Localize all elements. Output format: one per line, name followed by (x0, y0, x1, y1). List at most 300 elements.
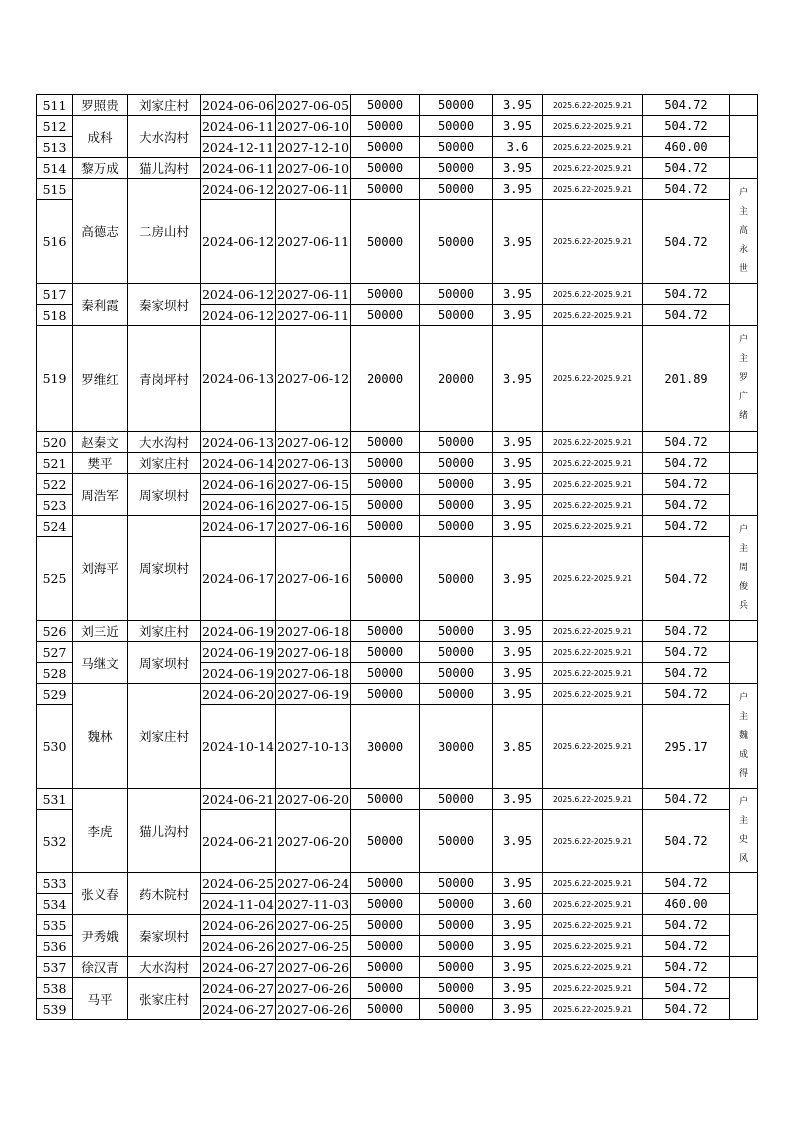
interest-amount-cell: 504.72 (643, 453, 730, 474)
end-date-cell: 2027-06-10 (276, 158, 351, 179)
end-date-cell: 2027-06-18 (276, 621, 351, 642)
interest-amount-cell: 504.72 (643, 621, 730, 642)
interest-period-cell: 2025.6.22-2025.9.21 (543, 873, 643, 894)
interest-rate-cell: 3.95 (493, 621, 543, 642)
loan-balance-cell: 50000 (420, 516, 493, 537)
interest-period-cell: 2025.6.22-2025.9.21 (543, 474, 643, 495)
note-cell: 户 主 罗 广 绪 (730, 326, 758, 432)
end-date-cell: 2027-06-11 (276, 284, 351, 305)
note-cell (730, 116, 758, 158)
loan-amount-cell: 50000 (351, 95, 420, 116)
end-date-cell: 2027-06-05 (276, 95, 351, 116)
loan-balance-cell: 50000 (420, 453, 493, 474)
table-row (37, 158, 758, 179)
interest-period-cell: 2025.6.22-2025.9.21 (543, 284, 643, 305)
loan-amount-cell: 50000 (351, 453, 420, 474)
interest-rate-cell: 3.6 (493, 137, 543, 158)
interest-rate-cell: 3.95 (493, 663, 543, 684)
interest-rate-cell: 3.95 (493, 495, 543, 516)
note-cell: 户 主 魏 成 得 (730, 684, 758, 789)
interest-rate-cell: 3.95 (493, 978, 543, 999)
note-cell (730, 95, 758, 116)
interest-period-cell: 2025.6.22-2025.9.21 (543, 179, 643, 200)
row-number-cell: 537 (37, 957, 73, 978)
end-date-cell: 2027-06-11 (276, 305, 351, 326)
village-cell: 刘家庄村 (128, 453, 201, 474)
interest-period-cell: 2025.6.22-2025.9.21 (543, 453, 643, 474)
end-date-cell: 2027-06-26 (276, 957, 351, 978)
interest-rate-cell: 3.95 (493, 326, 543, 432)
note-cell (730, 957, 758, 978)
borrower-name-cell: 尹秀娥 (73, 915, 128, 957)
note-cell (730, 621, 758, 642)
start-date-cell: 2024-06-12 (201, 200, 276, 284)
row-number-cell: 523 (37, 495, 73, 516)
loan-balance-cell: 50000 (420, 137, 493, 158)
row-number-cell: 514 (37, 158, 73, 179)
borrower-name-cell: 刘三近 (73, 621, 128, 642)
start-date-cell: 2024-11-04 (201, 894, 276, 915)
end-date-cell: 2027-06-16 (276, 516, 351, 537)
interest-amount-cell: 295.17 (643, 705, 730, 789)
loan-amount-cell: 50000 (351, 432, 420, 453)
loan-amount-cell: 50000 (351, 200, 420, 284)
loan-balance-cell: 50000 (420, 495, 493, 516)
interest-rate-cell: 3.95 (493, 284, 543, 305)
borrower-name-cell: 樊平 (73, 453, 128, 474)
interest-rate-cell: 3.95 (493, 642, 543, 663)
start-date-cell: 2024-06-12 (201, 179, 276, 200)
borrower-name-cell: 徐汉青 (73, 957, 128, 978)
start-date-cell: 2024-06-25 (201, 873, 276, 894)
end-date-cell: 2027-06-11 (276, 179, 351, 200)
row-number-cell: 511 (37, 95, 73, 116)
loan-balance-cell: 50000 (420, 305, 493, 326)
borrower-name-cell: 魏林 (73, 684, 128, 789)
interest-amount-cell: 460.00 (643, 894, 730, 915)
loan-balance-cell: 50000 (420, 537, 493, 621)
row-number-cell: 520 (37, 432, 73, 453)
row-number-cell: 518 (37, 305, 73, 326)
table-row (37, 284, 758, 305)
interest-amount-cell: 201.89 (643, 326, 730, 432)
end-date-cell: 2027-12-10 (276, 137, 351, 158)
row-number-cell: 531 (37, 789, 73, 810)
interest-amount-cell: 504.72 (643, 305, 730, 326)
interest-amount-cell: 504.72 (643, 432, 730, 453)
borrower-name-cell: 赵秦文 (73, 432, 128, 453)
table-row (37, 789, 758, 810)
borrower-name-cell: 秦利霞 (73, 284, 128, 326)
interest-amount-cell: 504.72 (643, 810, 730, 873)
row-number-cell: 519 (37, 326, 73, 432)
start-date-cell: 2024-06-21 (201, 810, 276, 873)
loan-balance-cell: 50000 (420, 663, 493, 684)
end-date-cell: 2027-06-10 (276, 116, 351, 137)
row-number-cell: 522 (37, 474, 73, 495)
interest-amount-cell: 504.72 (643, 537, 730, 621)
start-date-cell: 2024-06-27 (201, 999, 276, 1020)
interest-amount-cell: 504.72 (643, 158, 730, 179)
loan-amount-cell: 50000 (351, 978, 420, 999)
interest-amount-cell: 504.72 (643, 200, 730, 284)
row-number-cell: 533 (37, 873, 73, 894)
note-cell: 户 主 高 永 世 (730, 179, 758, 284)
start-date-cell: 2024-06-12 (201, 284, 276, 305)
note-cell (730, 453, 758, 474)
loan-balance-cell: 50000 (420, 936, 493, 957)
interest-amount-cell: 504.72 (643, 474, 730, 495)
interest-period-cell: 2025.6.22-2025.9.21 (543, 894, 643, 915)
interest-amount-cell: 504.72 (643, 179, 730, 200)
loan-balance-cell: 50000 (420, 116, 493, 137)
loan-balance-cell: 50000 (420, 179, 493, 200)
interest-period-cell: 2025.6.22-2025.9.21 (543, 621, 643, 642)
loan-balance-cell: 50000 (420, 957, 493, 978)
interest-period-cell: 2025.6.22-2025.9.21 (543, 789, 643, 810)
village-cell: 大水沟村 (128, 432, 201, 453)
interest-amount-cell: 504.72 (643, 284, 730, 305)
table-row (37, 684, 758, 705)
start-date-cell: 2024-06-06 (201, 95, 276, 116)
borrower-name-cell: 刘海平 (73, 516, 128, 621)
village-cell: 青岗坪村 (128, 326, 201, 432)
interest-rate-cell: 3.60 (493, 894, 543, 915)
interest-rate-cell: 3.85 (493, 705, 543, 789)
interest-period-cell: 2025.6.22-2025.9.21 (543, 137, 643, 158)
loan-amount-cell: 50000 (351, 999, 420, 1020)
note-cell (730, 284, 758, 326)
loan-balance-cell: 30000 (420, 705, 493, 789)
borrower-name-cell: 李虎 (73, 789, 128, 873)
row-number-cell: 516 (37, 200, 73, 284)
table-row (37, 432, 758, 453)
row-number-cell: 521 (37, 453, 73, 474)
village-cell: 大水沟村 (128, 957, 201, 978)
interest-amount-cell: 504.72 (643, 789, 730, 810)
village-cell: 刘家庄村 (128, 95, 201, 116)
table-row (37, 978, 758, 999)
loan-balance-cell: 50000 (420, 474, 493, 495)
table-row (37, 179, 758, 200)
interest-rate-cell: 3.95 (493, 999, 543, 1020)
interest-rate-cell: 3.95 (493, 95, 543, 116)
borrower-name-cell: 罗维红 (73, 326, 128, 432)
borrower-name-cell: 张义春 (73, 873, 128, 915)
note-cell (730, 158, 758, 179)
village-cell: 周家坝村 (128, 642, 201, 684)
loan-amount-cell: 50000 (351, 116, 420, 137)
table-row (37, 516, 758, 537)
start-date-cell: 2024-06-16 (201, 474, 276, 495)
interest-period-cell: 2025.6.22-2025.9.21 (543, 305, 643, 326)
loan-amount-cell: 50000 (351, 495, 420, 516)
loan-amount-cell: 50000 (351, 179, 420, 200)
interest-period-cell: 2025.6.22-2025.9.21 (543, 936, 643, 957)
loan-amount-cell: 50000 (351, 789, 420, 810)
start-date-cell: 2024-06-17 (201, 537, 276, 621)
row-number-cell: 527 (37, 642, 73, 663)
end-date-cell: 2027-06-15 (276, 495, 351, 516)
end-date-cell: 2027-06-18 (276, 663, 351, 684)
loan-balance-cell: 50000 (420, 915, 493, 936)
end-date-cell: 2027-10-13 (276, 705, 351, 789)
loan-balance-cell: 50000 (420, 284, 493, 305)
interest-rate-cell: 3.95 (493, 179, 543, 200)
note-cell (730, 978, 758, 1020)
interest-amount-cell: 504.72 (643, 516, 730, 537)
end-date-cell: 2027-06-12 (276, 432, 351, 453)
loan-amount-cell: 50000 (351, 621, 420, 642)
row-number-cell: 529 (37, 684, 73, 705)
interest-amount-cell: 504.72 (643, 95, 730, 116)
loan-amount-cell: 50000 (351, 537, 420, 621)
interest-rate-cell: 3.95 (493, 200, 543, 284)
village-cell: 秦家坝村 (128, 284, 201, 326)
interest-period-cell: 2025.6.22-2025.9.21 (543, 158, 643, 179)
end-date-cell: 2027-06-25 (276, 915, 351, 936)
loan-interest-table-page (36, 94, 758, 1020)
start-date-cell: 2024-06-27 (201, 957, 276, 978)
start-date-cell: 2024-06-13 (201, 326, 276, 432)
row-number-cell: 532 (37, 810, 73, 873)
loan-interest-table (36, 94, 758, 1020)
village-cell: 刘家庄村 (128, 684, 201, 789)
start-date-cell: 2024-06-19 (201, 642, 276, 663)
end-date-cell: 2027-06-20 (276, 810, 351, 873)
loan-amount-cell: 50000 (351, 642, 420, 663)
table-row (37, 116, 758, 137)
row-number-cell: 526 (37, 621, 73, 642)
start-date-cell: 2024-06-20 (201, 684, 276, 705)
row-number-cell: 539 (37, 999, 73, 1020)
start-date-cell: 2024-06-19 (201, 621, 276, 642)
table-row (37, 915, 758, 936)
interest-rate-cell: 3.95 (493, 158, 543, 179)
village-cell: 二房山村 (128, 179, 201, 284)
end-date-cell: 2027-06-19 (276, 684, 351, 705)
note-cell: 户 主 史 风 (730, 789, 758, 873)
borrower-name-cell: 成科 (73, 116, 128, 158)
end-date-cell: 2027-06-25 (276, 936, 351, 957)
loan-balance-cell: 50000 (420, 810, 493, 873)
interest-amount-cell: 504.72 (643, 978, 730, 999)
row-number-cell: 536 (37, 936, 73, 957)
table-row (37, 474, 758, 495)
interest-period-cell: 2025.6.22-2025.9.21 (543, 516, 643, 537)
loan-balance-cell: 50000 (420, 642, 493, 663)
loan-balance-cell: 50000 (420, 684, 493, 705)
row-number-cell: 535 (37, 915, 73, 936)
end-date-cell: 2027-06-20 (276, 789, 351, 810)
loan-amount-cell: 50000 (351, 894, 420, 915)
interest-period-cell: 2025.6.22-2025.9.21 (543, 957, 643, 978)
loan-amount-cell: 50000 (351, 305, 420, 326)
interest-period-cell: 2025.6.22-2025.9.21 (543, 810, 643, 873)
interest-amount-cell: 504.72 (643, 999, 730, 1020)
start-date-cell: 2024-06-12 (201, 305, 276, 326)
note-cell (730, 873, 758, 915)
village-cell: 猫儿沟村 (128, 789, 201, 873)
interest-amount-cell: 504.72 (643, 663, 730, 684)
interest-amount-cell: 504.72 (643, 873, 730, 894)
start-date-cell: 2024-06-21 (201, 789, 276, 810)
row-number-cell: 538 (37, 978, 73, 999)
loan-amount-cell: 50000 (351, 516, 420, 537)
interest-period-cell: 2025.6.22-2025.9.21 (543, 663, 643, 684)
start-date-cell: 2024-06-16 (201, 495, 276, 516)
start-date-cell: 2024-06-26 (201, 936, 276, 957)
table-row (37, 453, 758, 474)
loan-amount-cell: 50000 (351, 474, 420, 495)
interest-period-cell: 2025.6.22-2025.9.21 (543, 116, 643, 137)
loan-amount-cell: 50000 (351, 915, 420, 936)
row-number-cell: 512 (37, 116, 73, 137)
start-date-cell: 2024-06-11 (201, 116, 276, 137)
interest-rate-cell: 3.95 (493, 474, 543, 495)
interest-amount-cell: 504.72 (643, 936, 730, 957)
loan-balance-cell: 50000 (420, 894, 493, 915)
interest-rate-cell: 3.95 (493, 873, 543, 894)
loan-balance-cell: 50000 (420, 95, 493, 116)
village-cell: 周家坝村 (128, 474, 201, 516)
loan-amount-cell: 50000 (351, 284, 420, 305)
loan-balance-cell: 50000 (420, 789, 493, 810)
end-date-cell: 2027-06-18 (276, 642, 351, 663)
interest-period-cell: 2025.6.22-2025.9.21 (543, 978, 643, 999)
loan-balance-cell: 50000 (420, 432, 493, 453)
note-cell (730, 915, 758, 957)
interest-amount-cell: 504.72 (643, 957, 730, 978)
end-date-cell: 2027-06-11 (276, 200, 351, 284)
village-cell: 猫儿沟村 (128, 158, 201, 179)
interest-period-cell: 2025.6.22-2025.9.21 (543, 999, 643, 1020)
end-date-cell: 2027-06-24 (276, 873, 351, 894)
interest-amount-cell: 504.72 (643, 495, 730, 516)
interest-amount-cell: 504.72 (643, 116, 730, 137)
interest-rate-cell: 3.95 (493, 516, 543, 537)
start-date-cell: 2024-12-11 (201, 137, 276, 158)
start-date-cell: 2024-06-27 (201, 978, 276, 999)
interest-period-cell: 2025.6.22-2025.9.21 (543, 495, 643, 516)
interest-rate-cell: 3.95 (493, 957, 543, 978)
row-number-cell: 525 (37, 537, 73, 621)
interest-period-cell: 2025.6.22-2025.9.21 (543, 537, 643, 621)
loan-amount-cell: 50000 (351, 873, 420, 894)
note-cell (730, 474, 758, 516)
row-number-cell: 528 (37, 663, 73, 684)
borrower-name-cell: 高德志 (73, 179, 128, 284)
row-number-cell: 534 (37, 894, 73, 915)
loan-balance-cell: 50000 (420, 200, 493, 284)
start-date-cell: 2024-10-14 (201, 705, 276, 789)
village-cell: 秦家坝村 (128, 915, 201, 957)
table-body (37, 95, 758, 1020)
loan-amount-cell: 50000 (351, 957, 420, 978)
loan-amount-cell: 50000 (351, 663, 420, 684)
loan-amount-cell: 50000 (351, 158, 420, 179)
start-date-cell: 2024-06-19 (201, 663, 276, 684)
row-number-cell: 517 (37, 284, 73, 305)
interest-amount-cell: 504.72 (643, 915, 730, 936)
interest-amount-cell: 504.72 (643, 642, 730, 663)
village-cell: 刘家庄村 (128, 621, 201, 642)
loan-balance-cell: 50000 (420, 873, 493, 894)
row-number-cell: 513 (37, 137, 73, 158)
interest-rate-cell: 3.95 (493, 453, 543, 474)
end-date-cell: 2027-11-03 (276, 894, 351, 915)
loan-amount-cell: 20000 (351, 326, 420, 432)
interest-period-cell: 2025.6.22-2025.9.21 (543, 432, 643, 453)
interest-rate-cell: 3.95 (493, 305, 543, 326)
start-date-cell: 2024-06-14 (201, 453, 276, 474)
table-row (37, 326, 758, 432)
end-date-cell: 2027-06-12 (276, 326, 351, 432)
loan-balance-cell: 50000 (420, 978, 493, 999)
loan-balance-cell: 50000 (420, 158, 493, 179)
start-date-cell: 2024-06-26 (201, 915, 276, 936)
loan-amount-cell: 50000 (351, 684, 420, 705)
end-date-cell: 2027-06-15 (276, 474, 351, 495)
table-row (37, 621, 758, 642)
interest-rate-cell: 3.95 (493, 684, 543, 705)
interest-period-cell: 2025.6.22-2025.9.21 (543, 95, 643, 116)
end-date-cell: 2027-06-16 (276, 537, 351, 621)
start-date-cell: 2024-06-11 (201, 158, 276, 179)
note-cell (730, 432, 758, 453)
note-cell (730, 642, 758, 684)
borrower-name-cell: 周浩军 (73, 474, 128, 516)
village-cell: 大水沟村 (128, 116, 201, 158)
loan-balance-cell: 20000 (420, 326, 493, 432)
row-number-cell: 530 (37, 705, 73, 789)
table-row (37, 642, 758, 663)
interest-period-cell: 2025.6.22-2025.9.21 (543, 705, 643, 789)
start-date-cell: 2024-06-17 (201, 516, 276, 537)
borrower-name-cell: 马继文 (73, 642, 128, 684)
table-row (37, 95, 758, 116)
interest-rate-cell: 3.95 (493, 537, 543, 621)
interest-rate-cell: 3.95 (493, 915, 543, 936)
village-cell: 张家庄村 (128, 978, 201, 1020)
interest-rate-cell: 3.95 (493, 789, 543, 810)
interest-rate-cell: 3.95 (493, 432, 543, 453)
interest-period-cell: 2025.6.22-2025.9.21 (543, 915, 643, 936)
interest-rate-cell: 3.95 (493, 810, 543, 873)
interest-period-cell: 2025.6.22-2025.9.21 (543, 200, 643, 284)
interest-period-cell: 2025.6.22-2025.9.21 (543, 684, 643, 705)
table-row (37, 957, 758, 978)
end-date-cell: 2027-06-13 (276, 453, 351, 474)
interest-amount-cell: 460.00 (643, 137, 730, 158)
loan-balance-cell: 50000 (420, 621, 493, 642)
interest-period-cell: 2025.6.22-2025.9.21 (543, 326, 643, 432)
start-date-cell: 2024-06-13 (201, 432, 276, 453)
end-date-cell: 2027-06-26 (276, 999, 351, 1020)
loan-amount-cell: 50000 (351, 137, 420, 158)
borrower-name-cell: 马平 (73, 978, 128, 1020)
loan-amount-cell: 50000 (351, 810, 420, 873)
end-date-cell: 2027-06-26 (276, 978, 351, 999)
interest-period-cell: 2025.6.22-2025.9.21 (543, 642, 643, 663)
interest-rate-cell: 3.95 (493, 116, 543, 137)
interest-amount-cell: 504.72 (643, 684, 730, 705)
note-cell: 户 主 周 俊 兵 (730, 516, 758, 621)
village-cell: 周家坝村 (128, 516, 201, 621)
row-number-cell: 515 (37, 179, 73, 200)
borrower-name-cell: 罗照贵 (73, 95, 128, 116)
village-cell: 药木院村 (128, 873, 201, 915)
